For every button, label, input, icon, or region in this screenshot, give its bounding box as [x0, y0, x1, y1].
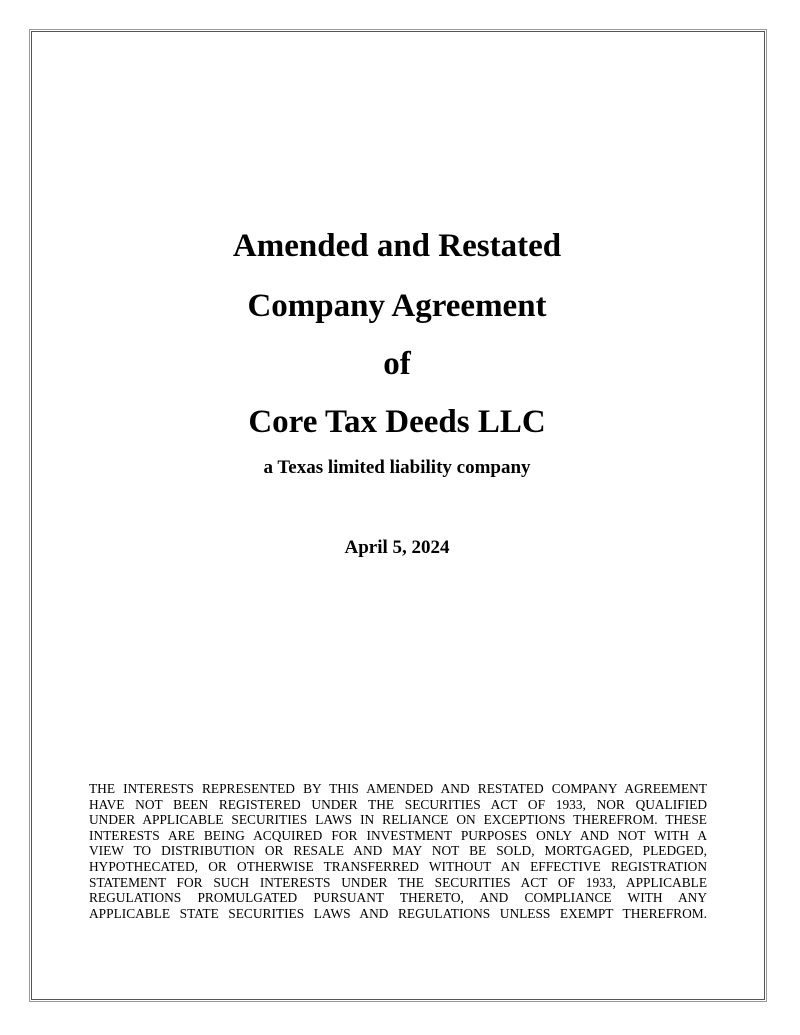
legend-line: STATEMENT FOR SUCH INTERESTS UNDER THE SECURITIES ACT OF 1933, APPLICABLE — [89, 874, 707, 890]
legend-line: INTERESTS ARE BEING ACQUIRED FOR INVESTMENT PURPOSES ONLY AND NOT WITH A — [89, 827, 707, 843]
title-line-3: of — [383, 346, 411, 382]
legend-line: HYPOTHECATED, OR OTHERWISE TRANSFERRED WITHOUT AN EFFECTIVE REGISTRATION — [89, 858, 707, 874]
legend-line: APPLICABLE STATE SECURITIES LAWS AND REGULATIONS UNLESS EXEMPT THEREFROM. — [89, 905, 707, 921]
legend-line: UNDER APPLICABLE SECURITIES LAWS IN RELIANCE ON EXCEPTIONS THEREFROM. THESE — [89, 812, 707, 828]
agreement-date: April 5, 2024 — [344, 537, 450, 558]
legend-line: VIEW TO DISTRIBUTION OR RESALE AND MAY NOT BE SOLD, MORTGAGED, PLEDGED, — [89, 843, 707, 859]
legend-line: REGULATIONS PROMULGATED PURSUANT THERETO, AND COMPLIANCE WITH ANY — [89, 890, 707, 906]
title-line-2: Company Agreement — [247, 288, 547, 324]
legend-line: THE INTERESTS REPRESENTED BY THIS AMENDED AND RESTATED COMPANY AGREEMENT — [89, 781, 707, 796]
title-line-4: Core Tax Deeds LLC — [248, 404, 546, 440]
securities-legend — [89, 781, 707, 921]
subtitle: a Texas limited liability company — [263, 457, 531, 478]
title-line-1: Amended and Restated — [232, 228, 562, 264]
legend-line: HAVE NOT BEEN REGISTERED UNDER THE SECURITIES ACT OF 1933, NOR QUALIFIED — [89, 796, 707, 812]
